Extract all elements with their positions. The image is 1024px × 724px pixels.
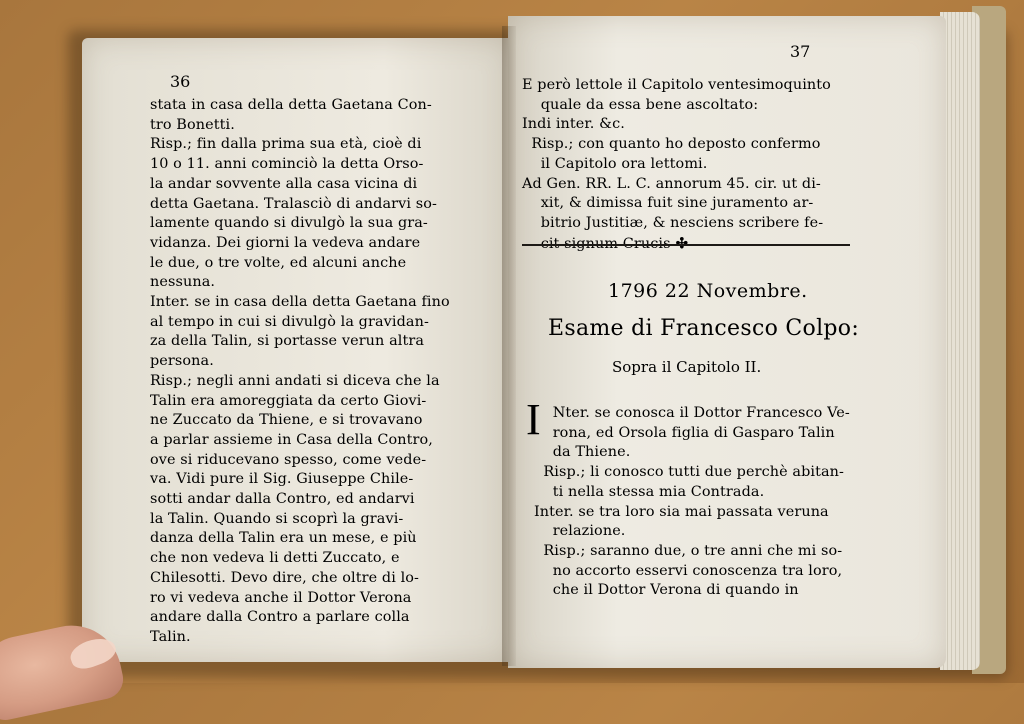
text-line: Indi inter. &c. [522,116,625,133]
text-line: il Capitolo ora lettomi. [522,155,708,172]
text-line: nessuna. [150,274,216,291]
text-line: Risp.; negli anni andati si diceva che la [150,372,440,389]
text-line: ti nella stessa mia Contrada. [534,483,765,500]
text-line: E però lettole il Capitolo ventesimoquinto [522,77,831,93]
text-line: Inter. se tra loro sia mai passata veruna [534,503,829,520]
left-page-number: 36 [170,72,191,91]
text-line: che non vedeva li detti Zuccato, e [150,550,400,567]
text-line: Risp.; li conosco tutti due perchè abitan- [534,464,844,481]
text-line: Nter. se conosca il Dottor Francesco Ve- [534,405,850,421]
text-line: la andar sovvente alla casa vicina di [150,175,418,192]
text-line: va. Vidi pure il Sig. Giuseppe Chile- [150,471,414,488]
text-line: danza della Talin era un mese, e più [150,530,417,547]
text-line: Chilesotti. Devo dire, che oltre di lo- [150,569,420,586]
text-line: no accorto esservi conoscenza tra loro, [534,562,843,579]
text-line: ove si riducevano spesso, come vede- [150,451,427,468]
text-line: ne Zuccato da Thiene, e si trovavano [150,412,423,429]
text-line: Inter. se in casa della detta Gaetana fino [150,294,450,311]
drop-cap-letter: I [526,395,541,444]
text-line: sotti andar dalla Contro, ed andarvi [150,491,415,508]
text-line: vidanza. Dei giorni la vedeva andare [150,234,421,251]
left-page-text [150,96,450,648]
text-line: lamente quando si divulgò la sua gra- [150,215,428,232]
text-line: tro Bonetti. [150,116,235,133]
text-line: Risp.; saranno due, o tre anni che mi so- [534,542,843,559]
page-stack-edge [940,12,980,670]
text-line: rona, ed Orsola figlia di Gasparo Talin [534,424,835,441]
text-line: quale da essa bene ascoltato: [522,96,759,113]
text-line: Talin. [150,628,191,645]
right-page-upper-text [522,76,831,254]
text-line: andare dalla Contro a parlare colla [150,609,410,626]
text-line: la Talin. Quando si scoprì la gravi- [150,510,404,527]
text-line: bitrio Justitiæ, & nesciens scribere fe- [522,214,824,231]
session-date: 1796 22 Novembre. [608,280,808,302]
text-line: 10 o 11. anni cominciò la detta Orso- [150,156,424,173]
text-line: a parlar assieme in Casa della Contro, [150,431,433,448]
text-line: za della Talin, si portasse verun altra [150,333,425,350]
text-line: che il Dottor Verona di quando in [534,582,799,599]
text-line: relazione. [534,523,626,540]
text-line: Talin era amoreggiata da certo Giovi- [150,392,427,409]
examination-heading: Esame di Francesco Colpo: [548,316,860,341]
section-divider-rule [522,244,850,246]
chapter-subheading: Sopra il Capitolo II. [612,358,762,376]
text-line: al tempo in cui si divulgò la gravidan- [150,313,429,330]
text-line: Risp.; fin dalla prima sua età, cioè di [150,136,422,153]
book-gutter [502,26,516,666]
text-line: Risp.; con quanto ho deposto confermo [522,136,821,153]
text-line: xit, & dimissa fuit sine juramento ar- [522,195,814,212]
text-line: le due, o tre volte, ed alcuni anche [150,254,407,271]
right-page-number: 37 [790,42,811,61]
text-line: detta Gaetana. Tralasciò di andarvi so- [150,195,437,212]
text-line: persona. [150,353,214,370]
right-page-lower-text [534,404,850,601]
text-line: ro vi vedeva anche il Dottor Verona [150,589,412,606]
text-line: da Thiene. [534,444,631,461]
text-line: Ad Gen. RR. L. C. annorum 45. cir. ut di- [522,175,821,192]
text-line: stata in casa della detta Gaetana Con- [150,97,432,113]
